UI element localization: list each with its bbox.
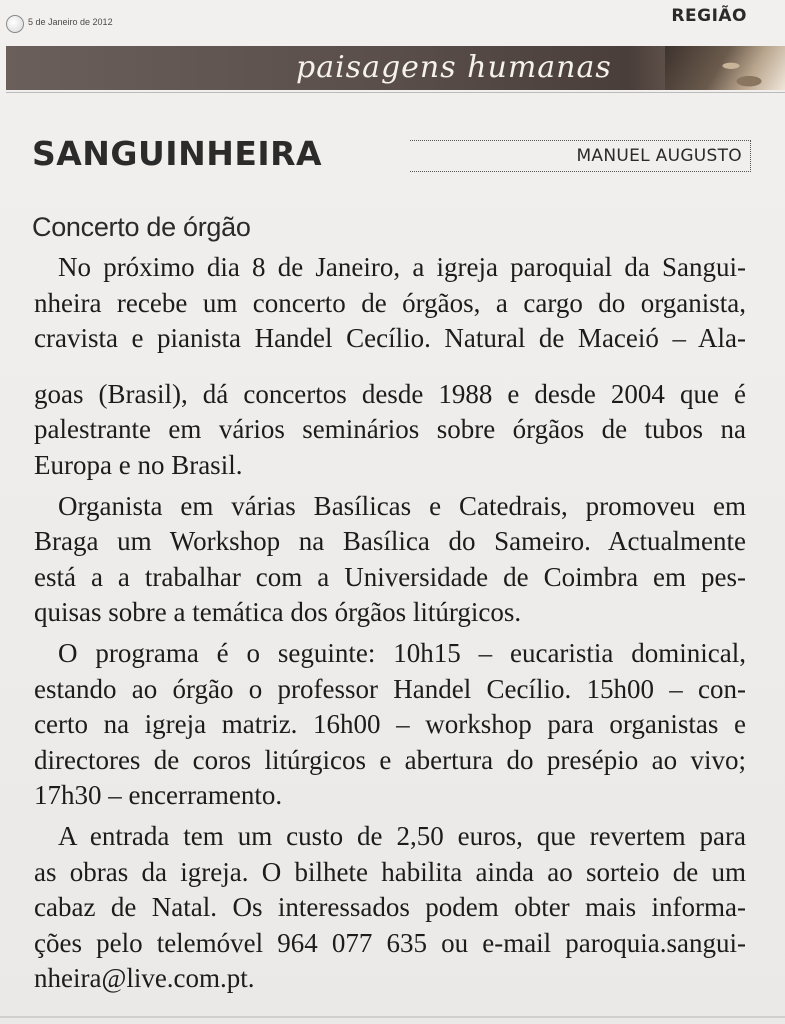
bottom-divider [0, 1016, 785, 1018]
article-line: Organista em várias Basílicas e Catedrais, promoveu em [58, 490, 746, 521]
article-line: as obras da igreja. O bilhete habilita ainda ao sorteio de um [34, 856, 746, 887]
article-line: quisas sobre a temática dos órgãos litúrgicos. [34, 597, 522, 628]
article-line: ções pelo telemóvel 964 077 635 ou e-mail paroquia.sangui- [34, 927, 746, 958]
header-divider [6, 92, 785, 93]
article-line: Braga um Workshop na Basílica do Sameiro. Actualmente [34, 526, 746, 557]
article-body [34, 250, 746, 997]
article-line: nheira recebe um concerto de órgãos, a cargo do organista, [34, 287, 746, 318]
article-line: 17h30 – encerramento. [34, 780, 283, 811]
banner-title: paisagens humanas [296, 50, 612, 85]
section-banner [6, 46, 785, 90]
publication-date: 5 de Janeiro de 2012 [28, 17, 113, 27]
article-line: nheira@live.com.pt. [34, 963, 255, 994]
article-line: goas (Brasil), dá concertos desde 1988 e desde 2004 que é [34, 378, 746, 409]
article-line: cabaz de Natal. Os interessados podem obter mais informa- [34, 892, 746, 923]
article-line: estando ao órgão o professor Handel Cecílio. 15h00 – con- [34, 673, 746, 704]
banner-photo [665, 46, 785, 90]
article-author: MANUEL AUGUSTO [576, 146, 742, 166]
article-line: No próximo dia 8 de Janeiro, a igreja paroquial da Sangui- [58, 252, 746, 282]
section-label: REGIÃO [671, 6, 747, 26]
article-line: Europa e no Brasil. [34, 449, 243, 480]
byline-box [410, 140, 751, 172]
article-subtitle: Concerto de órgão [32, 212, 251, 242]
article-line: A entrada tem um custo de 2,50 euros, que revertem para [58, 820, 746, 851]
article-line: directores de coros litúrgicos e abertura do presépio ao vivo; [34, 744, 746, 775]
article-line: está a a trabalhar com a Universidade de Coimbra em pes- [34, 561, 746, 592]
article-title: SANGUINHEIRA [32, 134, 323, 173]
article-line: certo na igreja matriz. 16h00 – workshop para organistas e [34, 709, 746, 740]
page-marker-icon [6, 15, 24, 33]
article-line: cravista e pianista Handel Cecílio. Natural de Maceió – Ala- [34, 323, 746, 354]
page-header [0, 0, 785, 44]
article-line: palestrante em vários seminários sobre órgãos de tubos na [34, 414, 746, 445]
article-line: O programa é o seguinte: 10h15 – eucaristia dominical, [58, 637, 746, 668]
